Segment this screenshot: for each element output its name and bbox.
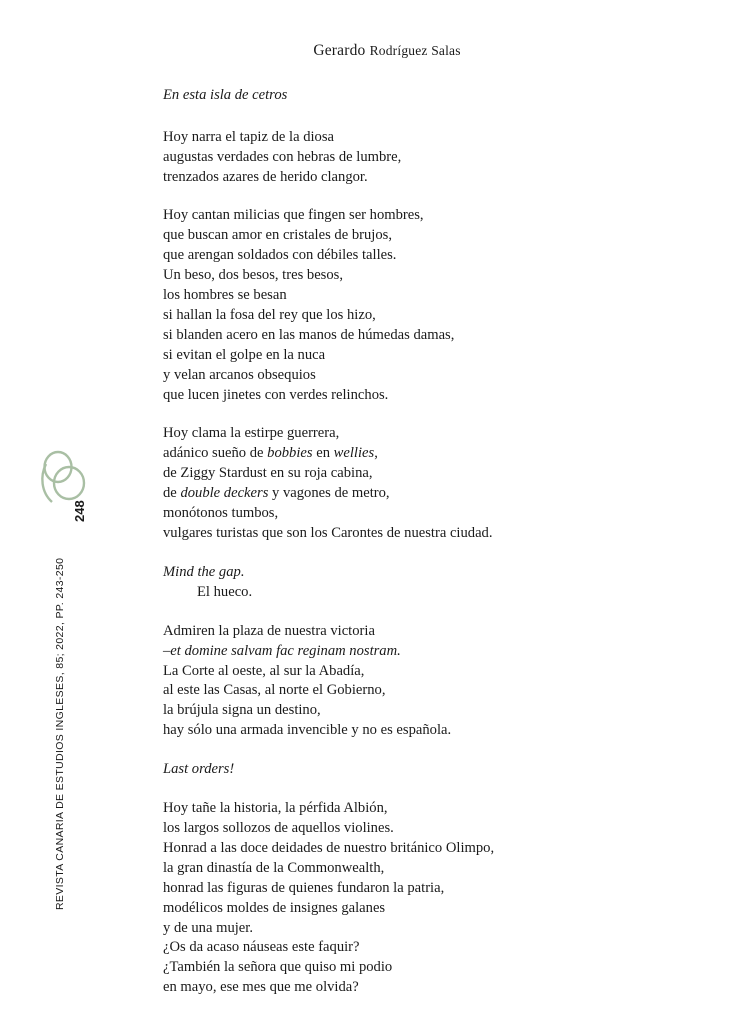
poem-line: modélicos moldes de insignes galanes: [163, 899, 386, 916]
poem-line: y de una mujer.: [163, 919, 253, 936]
poem-line: si blanden acero en las manos de húmedas damas,: [163, 326, 455, 343]
author-first-name: Gerardo: [313, 42, 370, 59]
journal-citation: REVISTA CANARIA DE ESTUDIOS INGLESES, 85; 2022, PP. 243-250: [54, 557, 66, 910]
poem-line: Hoy cantan milicias que fingen ser hombres,: [163, 207, 424, 224]
poem-line: los hombres se besan: [163, 287, 287, 304]
poem-line: Hoy narra el tapiz de la diosa: [163, 128, 334, 145]
poem-line: de double deckers y vagones de metro,: [163, 485, 390, 502]
stanza: [163, 799, 593, 998]
poem-line: que buscan amor en cristales de brujos,: [163, 227, 392, 244]
left-margin-strip: [30, 440, 100, 940]
poem-line: la gran dinastía de la Commonwealth,: [163, 859, 385, 876]
poem-content: [163, 42, 593, 1017]
stanza: [163, 128, 593, 188]
page-title: En esta isla de cetros: [163, 87, 288, 103]
poem-line: –et domine salvam fac reginam nostram.: [163, 642, 401, 659]
poem-line: que arengan soldados con débiles talles.: [163, 247, 397, 264]
poem-line: augustas verdades con hebras de lumbre,: [163, 148, 402, 165]
poem-line: si hallan la fosa del rey que los hizo,: [163, 306, 376, 323]
poem-line: que lucen jinetes con verdes relinchos.: [163, 386, 389, 403]
poem-line: Un beso, dos besos, tres besos,: [163, 267, 343, 284]
poem-line: Hoy tañe la historia, la pérfida Albión,: [163, 800, 388, 817]
poem-line: Mind the gap.: [163, 563, 245, 580]
stanza: [163, 206, 593, 405]
poem-line: El hueco.: [197, 583, 253, 600]
stanza: [163, 622, 593, 741]
poem-line: Hoy clama la estirpe guerrera,: [163, 425, 340, 442]
poem-line: si evitan el golpe en la nuca: [163, 346, 326, 363]
author-name: [163, 42, 593, 60]
stanza: [163, 563, 593, 603]
poem-line: al este las Casas, al norte el Gobierno,: [163, 682, 386, 699]
poem-line: y velan arcanos obsequios: [163, 366, 316, 383]
poem-line: Admiren la plaza de nuestra victoria: [163, 622, 375, 639]
poem-line: trenzados azares de herido clangor.: [163, 168, 368, 185]
poem-line: Last orders!: [163, 761, 235, 778]
stanza: [163, 424, 593, 543]
poem-line: La Corte al oeste, al sur la Abadía,: [163, 662, 365, 679]
poem-line: hay sólo una armada invencible y no es española.: [163, 722, 452, 739]
poem-line: ¿Os da acaso náuseas este faquir?: [163, 939, 360, 956]
poem-line: los largos sollozos de aquellos violines.: [163, 819, 394, 836]
poem-line: la brújula signa un destino,: [163, 702, 321, 719]
poem-line: en mayo, ese mes que me olvida?: [163, 979, 359, 996]
poem-line: adánico sueño de bobbies en wellies,: [163, 445, 378, 462]
poem-line: honrad las figuras de quienes fundaron la patria,: [163, 879, 445, 896]
stanza-list: [163, 128, 593, 998]
stanza: [163, 760, 593, 780]
poem-line: ¿También la señora que quiso mi podio: [163, 959, 393, 976]
poem-line: monótonos tumbos,: [163, 505, 279, 522]
poem-line: de Ziggy Stardust en su roja cabina,: [163, 465, 373, 482]
author-last-name: Rodríguez Salas: [369, 43, 461, 58]
page-number: 248: [72, 500, 87, 522]
poem-line: vulgares turistas que son los Carontes de nuestra ciudad.: [163, 525, 493, 541]
poem-line: Honrad a las doce deidades de nuestro británico Olimpo,: [163, 839, 495, 856]
